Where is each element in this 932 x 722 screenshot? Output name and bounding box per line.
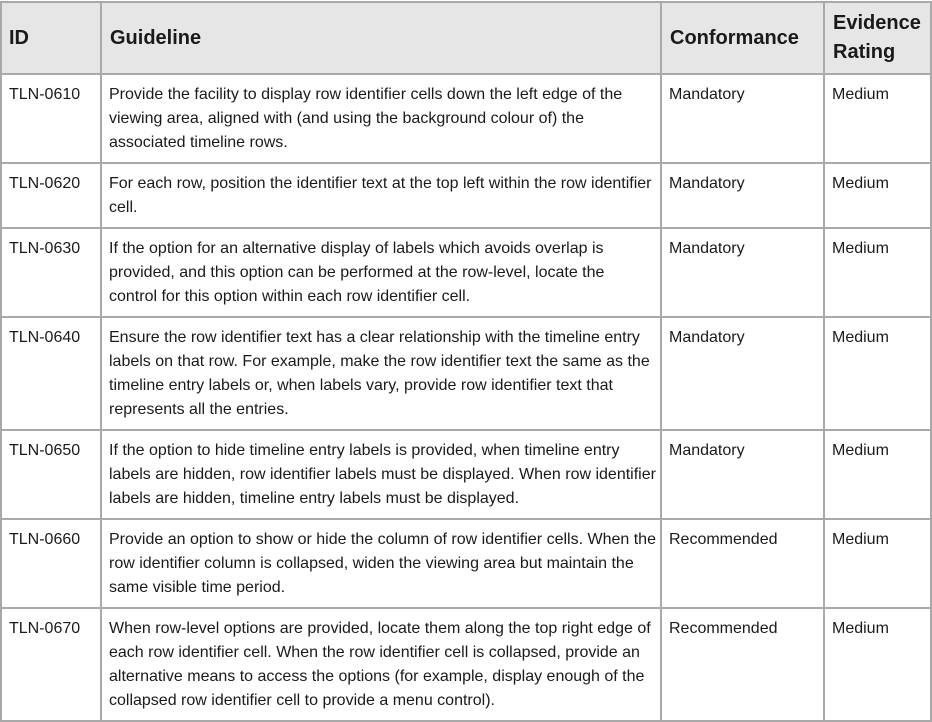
cell-guideline: Ensure the row identifier text has a clear relationship with the timeline entry labels on that row. For example, make the row identifier text the same as the timeline entry labels or, when labels vary, provide row identifier text that represents all the entries. [101,317,661,430]
cell-guideline: Provide an option to show or hide the column of row identifier cells. When the row identifier column is collapsed, widen the viewing area but maintain the same visible time period. [101,519,661,608]
cell-evidence-rating: Medium [824,74,931,163]
cell-conformance: Mandatory [661,317,824,430]
cell-evidence-rating: Medium [824,317,931,430]
header-conformance: Conformance [661,2,824,74]
cell-conformance: Mandatory [661,74,824,163]
cell-guideline: For each row, position the identifier text at the top left within the row identifier cell. [101,163,661,228]
cell-conformance: Mandatory [661,163,824,228]
cell-guideline: If the option to hide timeline entry labels is provided, when timeline entry labels are hidden, row identifier labels must be displayed. When row identifier labels are hidden, timeline entry labels must be displayed. [101,430,661,519]
cell-id: TLN-0620 [1,163,101,228]
cell-id: TLN-0670 [1,608,101,721]
cell-guideline: When row-level options are provided, locate them along the top right edge of each row identifier cell. When the row identifier cell is collapsed, provide an alternative means to access the options (for example, display enough of the collapsed row identifier cell to provide a menu control). [101,608,661,721]
cell-id: TLN-0630 [1,228,101,317]
table-row [1,317,931,430]
cell-evidence-rating: Medium [824,163,931,228]
cell-evidence-rating: Medium [824,228,931,317]
cell-conformance: Recommended [661,608,824,721]
table-row [1,608,931,721]
cell-conformance: Mandatory [661,430,824,519]
header-guideline: Guideline [101,2,661,74]
header-id: ID [1,2,101,74]
cell-evidence-rating: Medium [824,430,931,519]
cell-id: TLN-0640 [1,317,101,430]
table-row [1,519,931,608]
table-body [1,74,931,721]
table-row [1,228,931,317]
table-row [1,74,931,163]
table-row [1,163,931,228]
cell-id: TLN-0650 [1,430,101,519]
table-header [1,2,931,74]
guidelines-table [0,1,932,722]
table-row [1,430,931,519]
header-row [1,2,931,74]
cell-guideline: If the option for an alternative display of labels which avoids overlap is provided, and this option can be performed at the row-level, locate the control for this option within each row identifier cell. [101,228,661,317]
cell-conformance: Mandatory [661,228,824,317]
cell-id: TLN-0660 [1,519,101,608]
cell-evidence-rating: Medium [824,519,931,608]
cell-conformance: Recommended [661,519,824,608]
cell-evidence-rating: Medium [824,608,931,721]
cell-id: TLN-0610 [1,74,101,163]
header-evidence-rating: Evidence Rating [824,2,931,74]
cell-guideline: Provide the facility to display row identifier cells down the left edge of the viewing area, aligned with (and using the background colour of) the associated timeline rows. [101,74,661,163]
